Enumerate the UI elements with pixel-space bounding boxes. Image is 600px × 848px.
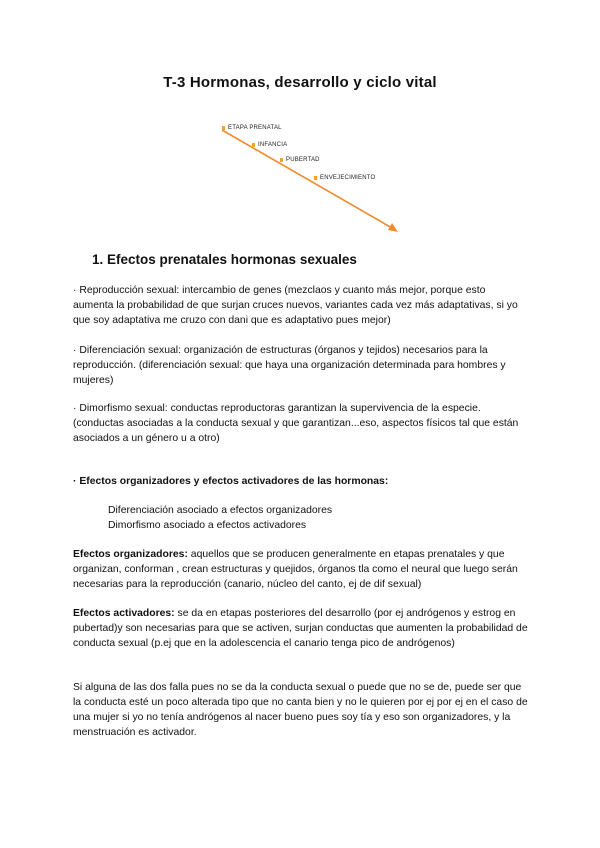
stage-prenatal: ETAPA PRENATAL	[222, 125, 282, 131]
page-title: T-3 Hormonas, desarrollo y ciclo vital	[163, 74, 437, 91]
stage-envejecimiento: ENVEJECIMIENTO	[314, 175, 375, 181]
stage-bullet-icon	[314, 176, 317, 180]
paragraph-activadores	[73, 606, 528, 651]
bullet-heading: · Efectos organizadores y efectos activadores de las hormonas:	[73, 476, 389, 487]
label-activadores: Efectos activadores:	[73, 608, 175, 619]
paragraph-reproduccion: · Reproducción sexual: intercambio de genes (mezclaos y cuanto más mejor, porque esto aumenta la probabilidad de que surjan cruces nuevos, variantes cada vez más adaptativas, si yo que soy adaptativa me cruzo con dani que es adaptativo pues mejor)	[73, 285, 518, 326]
text-organizadores: aquellos que se producen generalmente en etapas prenatales y que organizan, conforman , crean estructuras y quejidos, órganos tla como el neural que luego serán necesarias para la reproducción (canario, núcleo del canto, ej de dif sexual)	[73, 549, 518, 590]
stage-bullet-icon	[252, 143, 255, 147]
paragraph-dimorfismo: · Dimorfismo sexual: conductas reproductoras garantizan la supervivencia de la especie. (conductas asociadas a la conducta sexual y que garantizan...eso, aspectos físicos tal que están asociados a un género u a otro)	[73, 403, 519, 444]
paragraph-final: Si alguna de las dos falla pues no se da la conducta sexual o puede que no se de, puede ser que la conducta esté un poco alterada tipo que no canta bien y no le quieren por ej por ej en el caso de una mujer si yo no tenía andrógenos al nacer bueno pues soy tía y eso son organizadores, y la menstruación es activador.	[73, 682, 528, 738]
stage-infancia: INFANCIA	[252, 142, 287, 148]
stage-bullet-icon	[222, 126, 225, 130]
paragraph-organizadores	[73, 547, 528, 592]
indent-line-1: Diferenciación asociado a efectos organizadores	[108, 505, 333, 516]
stage-bullet-icon	[280, 158, 283, 162]
diagram-arrow	[210, 118, 410, 240]
paragraph-diferenciacion: · Diferenciación sexual: organización de estructuras (órganos y tejidos) necesarios para la reproducción. (diferenciación sexual: que haya una organización determinada para hombres y mujeres)	[73, 345, 506, 386]
text-activadores: se da en etapas posteriores del desarrollo (por ej andrógenos y estrog en pubertad)y son necesarias para que se activen, surjan conductas que aumenten la probabilidad de conducta sexual (p.ej que en la adolescencia el canario tenga pico de andrógenos)	[73, 608, 528, 649]
section-heading: 1. Efectos prenatales hormonas sexuales	[92, 252, 357, 267]
stage-pubertad: PUBERTAD	[280, 157, 320, 163]
indent-line-2: Dimorfismo asociado a efectos activadores	[108, 520, 307, 531]
label-organizadores: Efectos organizadores:	[73, 549, 188, 560]
life-cycle-diagram	[210, 118, 410, 240]
